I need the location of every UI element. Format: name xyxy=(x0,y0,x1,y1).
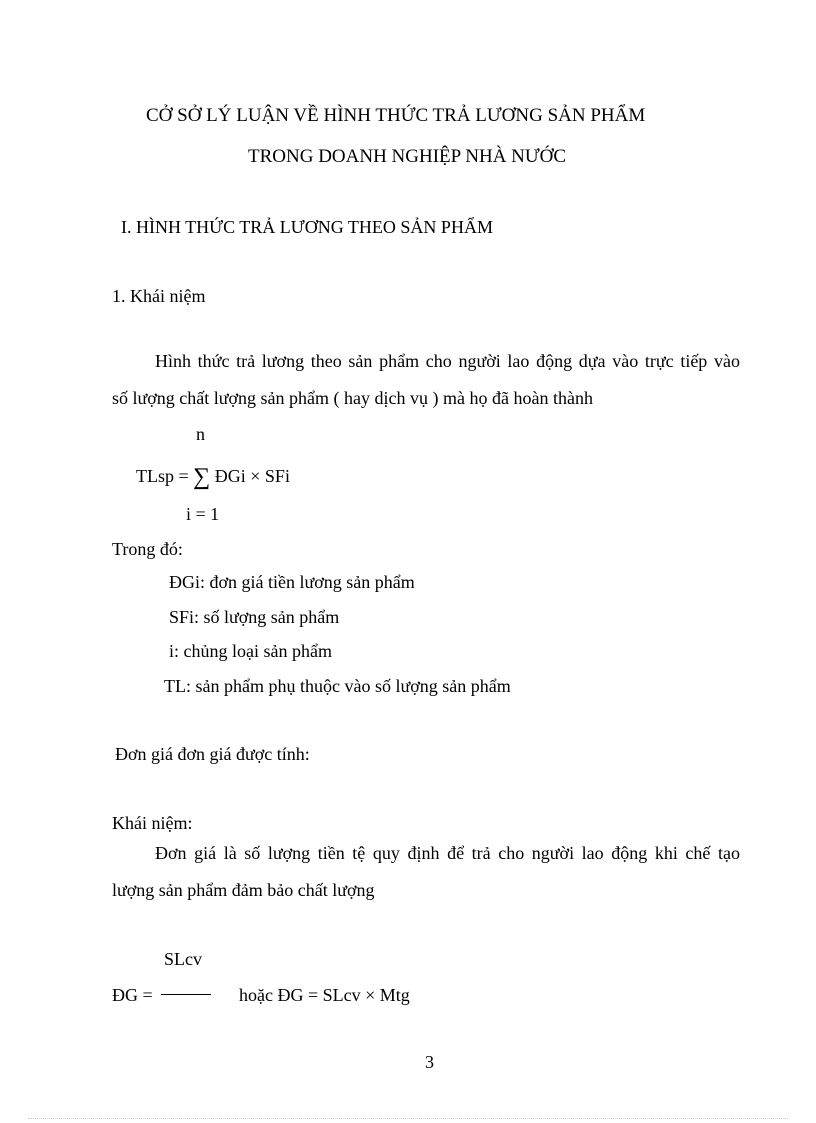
fraction-line xyxy=(161,994,211,995)
concept-label: Khái niệm: xyxy=(112,813,193,833)
formula-numerator: SLcv xyxy=(164,949,202,969)
where-label: Trong đó: xyxy=(112,539,183,559)
definition-item: i: chủng loại sản phẩm xyxy=(169,641,332,661)
title-line-2: TRONG DOANH NGHIỆP NHÀ NƯỚC xyxy=(248,146,567,167)
title-line-1: CỞ SỞ LÝ LUẬN VỀ HÌNH THỨC TRẢ LƯƠNG SẢN PHẨM xyxy=(146,105,646,126)
formula-main-line xyxy=(136,463,290,492)
definition-item: SFi: số lượng sản phẩm xyxy=(169,607,340,627)
formula-rhs: ĐGi × SFi xyxy=(214,466,290,486)
page-number: 3 xyxy=(425,1052,434,1072)
formula-lower-limit: i = 1 xyxy=(186,504,220,524)
paragraph-2-line-2: lượng sản phẩm đảm bảo chất lượng xyxy=(112,880,375,900)
subsection-heading: 1. Khái niệm xyxy=(112,286,206,306)
formula-lhs: TLsp = xyxy=(136,466,189,486)
definition-item: TL: sản phẩm phụ thuộc vào số lượng sản phẩm xyxy=(164,676,511,696)
definition-item: ĐGi: đơn giá tiền lương sản phẩm xyxy=(169,572,415,592)
sigma-symbol: ∑ xyxy=(193,464,211,490)
page-bottom-divider xyxy=(28,1118,788,1119)
unit-price-heading: Đơn giá đơn giá được tính: xyxy=(115,744,310,764)
formula-lhs: ĐG = xyxy=(112,985,153,1005)
paragraph-1-line-1: Hình thức trả lương theo sản phẩm cho người lao động dựa vào trực tiếp vào xyxy=(155,351,740,371)
paragraph-1-line-2: số lượng chất lượng sản phẩm ( hay dịch vụ ) mà họ đã hoàn thành xyxy=(112,388,593,408)
section-heading: I. HÌNH THỨC TRẢ LƯƠNG THEO SẢN PHẨM xyxy=(121,217,493,237)
paragraph-2-line-1: Đơn giá là số lượng tiền tệ quy định để trả cho người lao động khi chế tạo xyxy=(155,843,740,863)
formula-upper-limit: n xyxy=(196,424,205,444)
formula-alternative: hoặc ĐG = SLcv × Mtg xyxy=(239,985,410,1005)
